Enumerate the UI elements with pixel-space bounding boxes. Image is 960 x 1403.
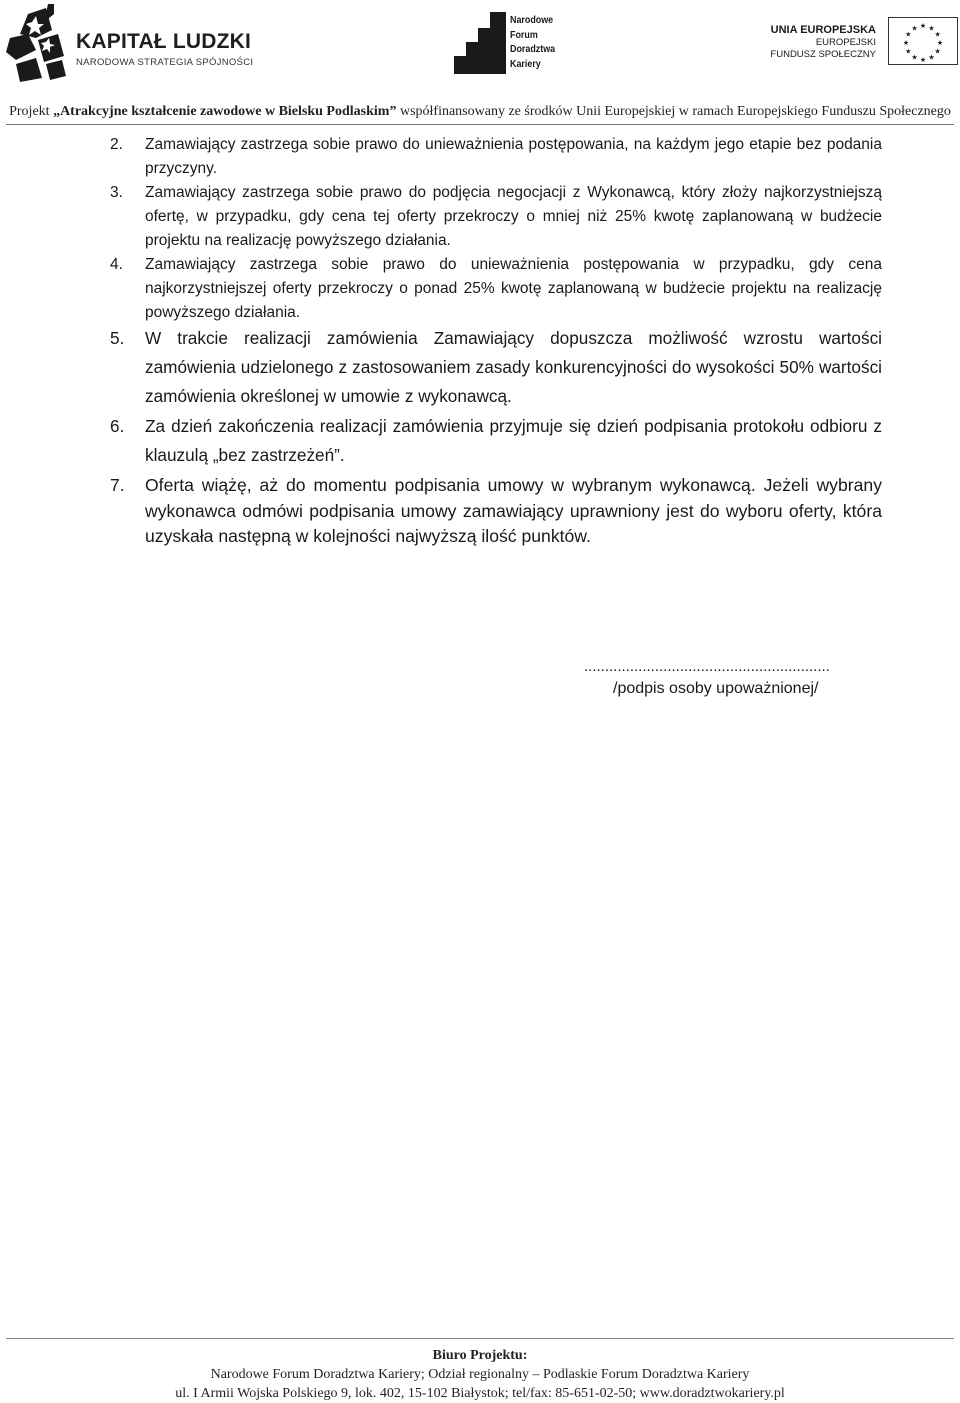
svg-text:★: ★ bbox=[919, 22, 927, 30]
nfdk-stairs-icon bbox=[452, 12, 508, 74]
list-item-text: Oferta wiążę, aż do momentu podpisania umowy w wybranym wykonawcą. Jeżeli wybrany wykonawca odmówi podpisania umowy zamawiający uprawniony jest do wyboru oferty, która uzyskała następną w kolejności najwyższą ilość punktów. bbox=[145, 475, 882, 546]
nfdk-line: Forum bbox=[510, 28, 538, 41]
list-item bbox=[110, 181, 882, 253]
svg-text:★: ★ bbox=[905, 30, 912, 39]
eu-stars-icon bbox=[889, 18, 957, 64]
nfdk-name bbox=[510, 13, 555, 71]
kapital-ludzki-title: KAPITAŁ LUDZKI bbox=[76, 30, 252, 53]
nfdk-line: Narodowe bbox=[510, 14, 554, 26]
svg-text:★: ★ bbox=[902, 39, 910, 47]
list-item-text: Zamawiający zastrzega sobie prawo do unieważnienia postępowania w przypadku, gdy cena najkorzystniejszej oferty przekroczy o ponad 25% kwotę zaplanowaną w budżecie projektu na realizację powyższego działania. bbox=[145, 256, 882, 321]
nfdk-logo bbox=[452, 10, 572, 80]
list-item bbox=[110, 473, 882, 550]
list-item bbox=[110, 324, 882, 411]
ue-line: EUROPEJSKI bbox=[815, 37, 876, 48]
footer bbox=[0, 1346, 960, 1403]
svg-text:★: ★ bbox=[911, 24, 918, 33]
svg-text:★: ★ bbox=[928, 24, 935, 33]
ue-line: FUNDUSZ SPOŁECZNY bbox=[770, 49, 876, 60]
nfdk-line: Doradztwa bbox=[510, 43, 556, 55]
svg-text:★: ★ bbox=[928, 53, 935, 62]
list-item-text: Za dzień zakończenia realizacji zamówienia przyjmuje się dzień podpisania protokołu odbioru z klauzulą „bez zastrzeżeń”. bbox=[145, 416, 882, 465]
svg-text:★: ★ bbox=[936, 39, 944, 47]
list-item-number: 4. bbox=[110, 256, 123, 273]
list-item-text: W trakcie realizacji zamówienia Zamawiający dopuszcza możliwość wzrostu wartości zamówienia udzielonego z zastosowaniem zasady konkurencyjności do wysokości 50% wartości zamówienia określonej w umowie z wykonawcą. bbox=[145, 328, 882, 406]
svg-text:★: ★ bbox=[919, 56, 927, 64]
kapital-ludzki-emblem-icon bbox=[6, 4, 70, 82]
list-item-number: 5. bbox=[110, 328, 125, 348]
svg-text:★: ★ bbox=[911, 53, 918, 62]
project-line bbox=[0, 104, 960, 120]
list-item-text: Zamawiający zastrzega sobie prawo do unieważnienia postępowania, na każdym jego etapie bez podania przyczyny. bbox=[145, 136, 882, 177]
unia-europejska-logo bbox=[770, 14, 958, 70]
ue-text bbox=[770, 23, 876, 61]
svg-text:★: ★ bbox=[905, 47, 912, 56]
eu-flag-icon bbox=[888, 17, 958, 65]
list-item bbox=[110, 253, 882, 325]
footer-title: Biuro Projektu: bbox=[432, 1348, 528, 1363]
kapital-ludzki-logo bbox=[6, 4, 256, 84]
footer-divider bbox=[6, 1338, 954, 1339]
list-item bbox=[110, 412, 882, 470]
list-item-number: 7. bbox=[110, 475, 125, 495]
list-item-number: 2. bbox=[110, 136, 123, 153]
signature-label: /podpis osoby upoważnionej/ bbox=[613, 680, 819, 697]
footer-address: ul. I Armii Wojska Polskiego 9, lok. 402, 15-102 Białystok; tel/fax: 85-651-02-50; www.doradztwokariery.pl bbox=[175, 1386, 785, 1401]
svg-text:★: ★ bbox=[934, 47, 941, 56]
kapital-ludzki-subtitle: NARODOWA STRATEGIA SPÓJNOŚCI bbox=[76, 57, 254, 68]
project-title: „Atrakcyjne kształcenie zawodowe w Bielsku Podlaskim” bbox=[53, 104, 397, 119]
nfdk-line: Kariery bbox=[510, 57, 541, 70]
list-item-text: Zamawiający zastrzega sobie prawo do podjęcia negocjacji z Wykonawcą, który złoży najkorzystniejszą ofertę, w przypadku, gdy cena tej oferty przekroczy o mniej niż 25% kwotę zaplanowaną w budżecie projektu na realizację powyższego działania. bbox=[145, 184, 882, 249]
project-prefix: Projekt bbox=[9, 104, 54, 119]
ue-line: UNIA EUROPEJSKA bbox=[770, 24, 876, 36]
project-suffix: współfinansowany ze środków Unii Europejskiej w ramach Europejskiego Funduszu Społecznego bbox=[396, 104, 951, 119]
svg-text:★: ★ bbox=[934, 30, 941, 39]
signature-line: ........................................................... bbox=[584, 658, 830, 675]
footer-organization: Narodowe Forum Doradztwa Kariery; Odział regionalny – Podlaskie Forum Doradztwa Kariery bbox=[210, 1367, 750, 1382]
list-item bbox=[110, 133, 882, 181]
list-item-number: 6. bbox=[110, 416, 125, 436]
list-item-number: 3. bbox=[110, 184, 123, 201]
header-divider bbox=[6, 124, 954, 125]
